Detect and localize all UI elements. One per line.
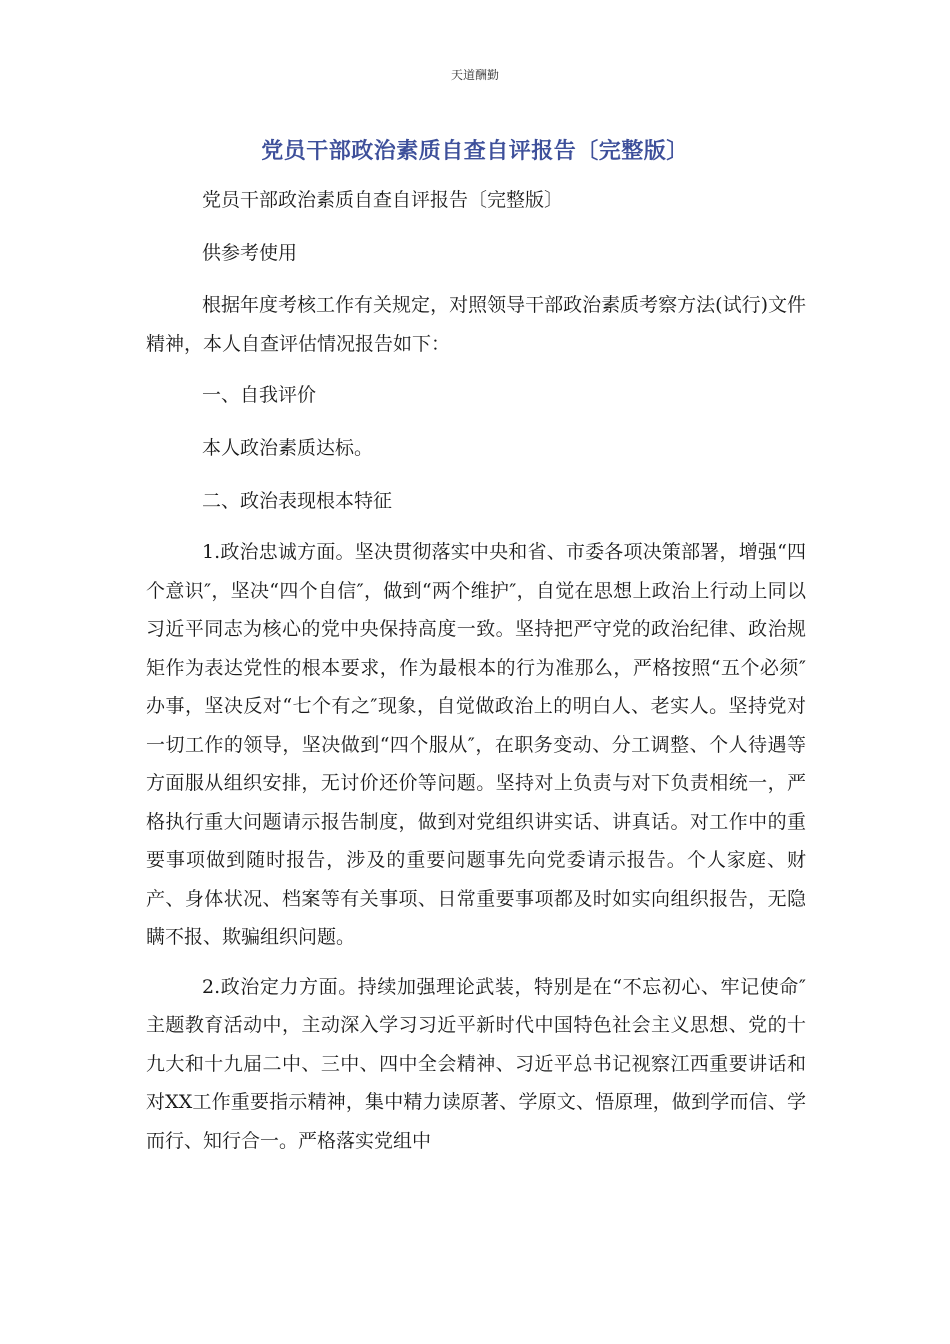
- document-body: [146, 180, 806, 1160]
- heading-self-evaluation: 一、自我评价: [202, 384, 317, 406]
- paragraph-intro: 根据年度考核工作有关规定，对照领导干部政治素质考察方法(试行)文件精神，本人自查评估情况报告如下：: [146, 294, 806, 355]
- paragraph-political-determination: 2.政治定力方面。持续加强理论武装，特别是在“不忘初心、牢记使命″主题教育活动中，主动深入学习习近平新时代中国特色社会主义思想、党的十九大和十九届二中、三中、四中全会精神、习近平总书记视察江西重要讲话和对XX工作重要指示精神，集中精力读原著、学原文、悟原理，做到学而信、学而行、知行合一。严格落实党组中: [146, 975, 806, 1152]
- paragraph-reference-note: 供参考使用: [202, 242, 298, 264]
- paragraph-self-evaluation: 本人政治素质达标。: [202, 437, 374, 459]
- document-title: 党员干部政治素质自查自评报告〔完整版〕: [261, 139, 689, 164]
- heading-political-characteristics: 二、政治表现根本特征: [202, 490, 393, 512]
- paragraph-subtitle: 党员干部政治素质自查自评报告〔完整版〕: [202, 189, 564, 211]
- page-header-watermark: 天道酬勤: [450, 68, 499, 82]
- paragraph-political-loyalty: 1.政治忠诚方面。坚决贯彻落实中央和省、市委各项决策部署，增强“四个意识″，坚决“四个自信″，做到“两个维护″，自觉在思想上政治上行动上同以习近平同志为核心的党中央保持高度一致。坚持把严守党的政治纪律、政治规矩作为表达党性的根本要求，作为最根本的行为准那么，严格按照“五个必须″办事，坚决反对“七个有之″现象，自觉做政治上的明白人、老实人。坚持党对一切工作的领导，坚决做到“四个服从″，在职务变动、分工调整、个人待遇等方面服从组织安排，无讨价还价等问题。坚持对上负责与对下负责相统一，严格执行重大问题请示报告制度，做到对党组织讲实话、讲真话。对工作中的重要事项做到随时报告，涉及的重要问题事先向党委请示报告。个人家庭、财产、身体状况、档案等有关事项、日常重要事项都及时如实向组织报告，无隐瞒不报、欺骗组织问题。: [146, 541, 806, 948]
